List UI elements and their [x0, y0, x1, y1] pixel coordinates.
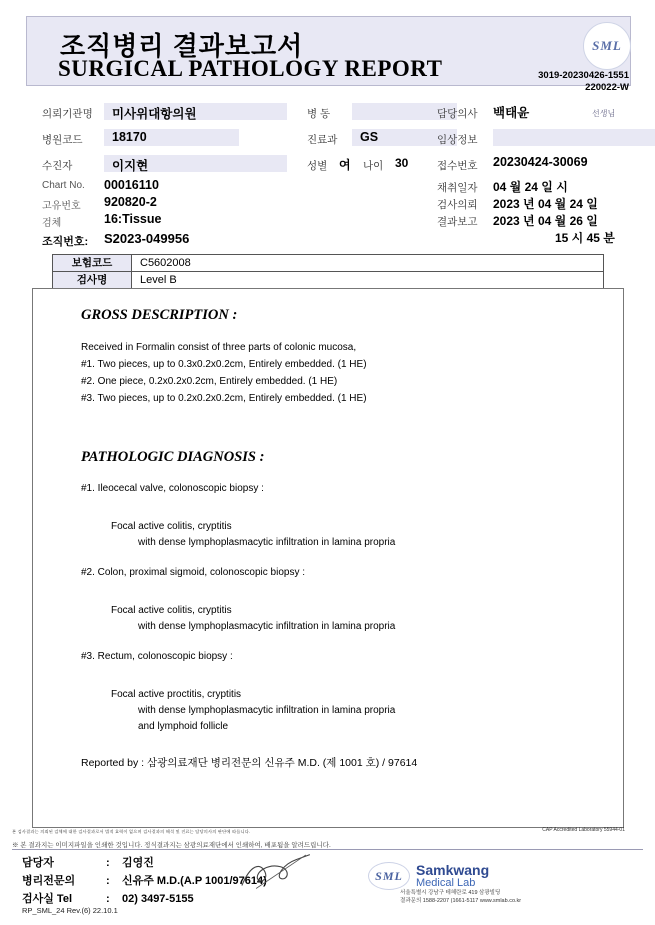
pathologist-value: 신유주 M.D.(A.P 1001/97614)	[122, 875, 267, 887]
footer-notice-text: ※ 본 결과지는 이미지파일을 인쇄한 것입니다. 정식결과지는 삼광의료재단에서 인쇄하여, 배포됨을 알려드립니다.	[12, 842, 331, 849]
page-title-korean: 조직병리 결과보고서	[60, 31, 304, 61]
ward-label: 병 동	[307, 108, 331, 120]
referral-org-row	[42, 100, 287, 126]
age-value: 30	[395, 156, 409, 170]
referral-org-label: 의뢰기관명	[42, 108, 93, 120]
specimen-row	[42, 212, 287, 231]
gross-line-1: Received in Formalin consist of three parts of colonic mucosa,	[81, 342, 357, 353]
footer-address-line-1: 서울특별시 강남구 테헤란로 419 삼광빌딩	[400, 890, 501, 896]
footer-address-line-2: 결과문의 1588-2207 (1661-5117 www.smlab.co.kr	[400, 898, 522, 904]
dept-row	[307, 126, 457, 152]
tissue-no-label: 조직번호:	[42, 236, 89, 248]
diagnosis-1-line-2: with dense lymphoplasmacytic infiltration in lamina propria	[138, 537, 396, 548]
accession-row	[437, 152, 655, 178]
tissue-no-value: S2023-049956	[104, 231, 190, 246]
sex-label: 성별	[307, 160, 328, 172]
request-date-row	[437, 195, 655, 212]
accession-label: 접수번호	[437, 160, 478, 172]
sml-badge-text: SML	[375, 868, 403, 883]
report-time-value: 15 시 45 분	[555, 231, 615, 245]
age-label: 나이	[363, 160, 384, 172]
footer-row-staff	[22, 854, 267, 872]
report-date-label: 결과보고	[437, 216, 478, 228]
report-date-value: 2023 년 04 월 26 일	[493, 214, 598, 228]
recipient-label: 수진자	[42, 160, 73, 172]
gross-description-heading: GROSS DESCRIPTION :	[81, 307, 238, 323]
diagnosis-3-title: #3. Rectum, colonoscopic biopsy :	[81, 651, 233, 662]
footer-row-pathologist	[22, 872, 267, 890]
lab-tel-value: 02) 3497-5155	[122, 893, 194, 905]
footer-company-subname: Medical Lab	[416, 876, 476, 889]
info-column-right	[437, 100, 655, 246]
specimen-label: 검체	[42, 218, 62, 229]
report-date-row	[437, 212, 655, 229]
footer-logo	[368, 862, 489, 890]
table-row	[53, 255, 603, 272]
report-body-box	[32, 288, 624, 828]
barcode-line-2: 220022-W	[585, 82, 629, 93]
request-date-value: 2023 년 04 월 24 일	[493, 197, 598, 211]
collect-date-row	[437, 178, 655, 195]
doctor-row	[437, 100, 655, 126]
staff-label: 담당자	[22, 857, 54, 869]
lab-tel-label: 검사실 Tel	[22, 893, 73, 905]
diagnosis-2-line-1: Focal active colitis, cryptitis	[111, 605, 232, 616]
diagnosis-2-line-2: with dense lymphoplasmacytic infiltration in lamina propria	[138, 621, 396, 632]
barcode-line-1: 3019-20230426-1551	[538, 70, 629, 81]
unique-no-row	[42, 195, 287, 212]
footer-micro-text: 본 검사결과는 의뢰된 검체에 대한 검사결과로서 법적 효력이 없으며 검사결과의 해석 및 진료는 담당의사의 판단에 따릅니다.	[12, 829, 251, 834]
clinical-info-field	[493, 129, 655, 146]
request-date-label: 검사의뢰	[437, 199, 478, 211]
hospital-code-label: 병원코드	[42, 134, 83, 146]
reported-by-line: Reported by : 삼광의료재단 병리전문의 신유주 M.D. (제 1001 호) / 97614	[81, 757, 418, 769]
page-title-english: SURGICAL PATHOLOGY REPORT	[58, 56, 443, 81]
code-table	[52, 254, 604, 289]
insurance-code-label: 보험코드	[53, 255, 132, 271]
diagnosis-3-line-3: and lymphoid follicle	[138, 721, 229, 732]
diagnosis-1-line-1: Focal active colitis, cryptitis	[111, 521, 232, 532]
chart-no-row	[42, 178, 287, 195]
ward-row	[307, 100, 457, 126]
staff-value: 김영진	[122, 857, 154, 869]
footer-contact-rows	[22, 854, 267, 908]
dept-value: GS	[360, 130, 379, 144]
collect-date-value: 04 월 24 일 시	[493, 180, 568, 194]
accession-value: 20230424-30069	[493, 155, 588, 169]
footer-logo-names	[416, 863, 489, 890]
diagnosis-3-line-1: Focal active proctitis, cryptitis	[111, 689, 242, 700]
barcode-number	[538, 70, 629, 94]
test-name-value: Level B	[140, 274, 177, 286]
sml-logo-text: SML	[592, 38, 622, 53]
pathologist-label: 병리전문의	[22, 875, 76, 887]
tissue-no-row	[42, 231, 287, 251]
chart-no-label: Chart No.	[42, 180, 85, 191]
hospital-code-row	[42, 126, 287, 152]
recipient-value: 이지현	[112, 159, 149, 173]
report-time-row	[437, 229, 655, 246]
doctor-value: 백태윤	[493, 106, 530, 120]
hospital-code-value: 18170	[112, 130, 147, 144]
footer-company-name: Samkwang	[416, 861, 490, 878]
signature-icon	[236, 852, 318, 891]
lab-tel-colon: :	[106, 893, 110, 905]
insurance-code-value: C5602008	[140, 257, 191, 269]
clinical-info-row	[437, 126, 655, 152]
test-name-label: 검사명	[53, 272, 132, 288]
recipient-row	[42, 152, 287, 178]
diagnosis-2-title: #2. Colon, proximal sigmoid, colonoscopic biopsy :	[81, 567, 305, 578]
chart-no-value: 00016110	[104, 178, 159, 192]
specimen-value: 16:Tissue	[104, 212, 162, 226]
staff-colon: :	[106, 857, 110, 869]
footer-divider	[12, 849, 643, 850]
footer-revision-code: RP_SML_24 Rev.(6) 22.10.1	[22, 906, 118, 915]
cap-accreditation-text: CAP Accredited Laboratory 55944-01	[542, 827, 625, 833]
info-column-left	[42, 100, 287, 251]
sex-value: 여	[339, 158, 351, 172]
diagnosis-3-line-2: with dense lymphoplasmacytic infiltration in lamina propria	[138, 705, 396, 716]
sml-badge-icon	[368, 862, 410, 890]
sex-age-row	[307, 152, 457, 178]
clinical-info-label: 임상정보	[437, 134, 478, 146]
dept-label: 진료과	[307, 134, 338, 146]
unique-no-label: 고유번호	[42, 201, 81, 212]
pathologic-diagnosis-heading: PATHOLOGIC DIAGNOSIS :	[81, 449, 265, 465]
diagnosis-1-title: #1. Ileocecal valve, colonoscopic biopsy :	[81, 483, 264, 494]
referral-org-value: 미사위대항의원	[112, 107, 197, 121]
info-column-middle	[307, 100, 457, 178]
table-row	[53, 272, 603, 288]
nurse-sign-label: 선생님	[592, 109, 616, 118]
unique-no-value: 920820-2	[104, 195, 157, 209]
sml-logo-icon	[583, 22, 631, 70]
doctor-label: 담당의사	[437, 108, 478, 120]
gross-line-2: #1. Two pieces, up to 0.3x0.2x0.2cm, Entirely embedded. (1 HE)	[81, 359, 367, 370]
gross-line-4: #3. Two pieces, up to 0.2x0.2x0.2cm, Entirely embedded. (1 HE)	[81, 393, 367, 404]
gross-line-3: #2. One piece, 0.2x0.2x0.2cm, Entirely embedded. (1 HE)	[81, 376, 338, 387]
pathologist-colon: :	[106, 875, 110, 887]
collect-date-label: 채취일자	[437, 182, 478, 194]
